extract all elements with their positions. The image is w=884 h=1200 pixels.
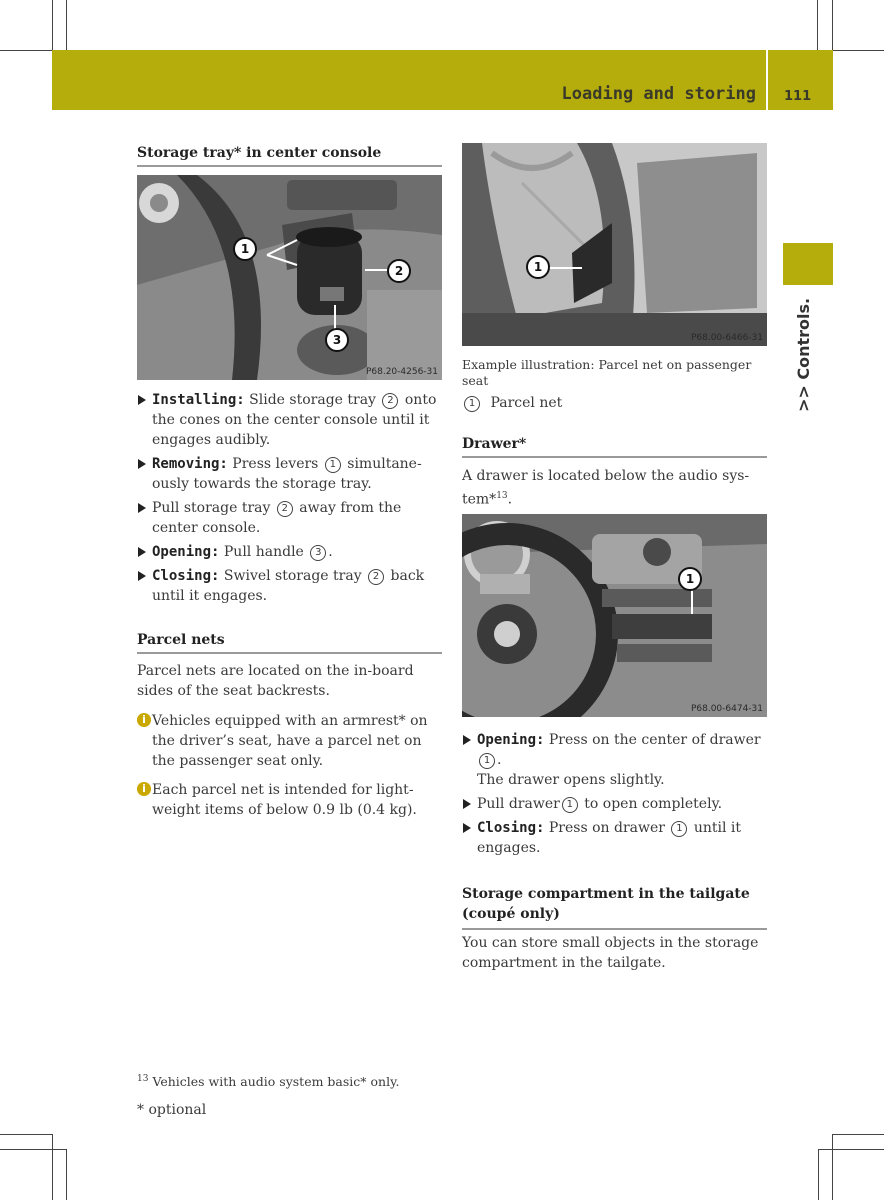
legend-item: 1 Parcel net <box>462 393 762 413</box>
storage-tray-heading: Storage tray* in center console <box>137 145 442 167</box>
crop-mark <box>818 1149 884 1150</box>
drawer-photo <box>462 514 767 717</box>
crop-mark <box>0 1149 66 1150</box>
parcel-nets-intro: Parcel nets are located on the in-board sides of the seat backrests. <box>137 663 414 699</box>
parcel-net-photo <box>462 143 767 346</box>
ref-number: 2 <box>368 569 384 585</box>
storage-tray-steps <box>137 390 445 610</box>
tailgate-heading: Storage compartment in the tailgate (coupé only) <box>462 884 767 930</box>
image-code: P68.20-4256-31 <box>365 367 438 377</box>
list-item: Opening: Press on the center of drawer 1 . The drawer opens slightly. <box>462 730 762 790</box>
ref-number: 1 <box>325 457 341 473</box>
list-item: Opening: Pull handle 3 . <box>137 542 445 562</box>
triangle-bullet-icon <box>138 503 146 513</box>
list-item: Closing: Press on drawer 1 until it engages. <box>462 818 762 858</box>
photo-callout: 1 <box>233 237 257 261</box>
list-item: Closing: Swivel storage tray 2 back until it engages. <box>137 566 445 606</box>
section-tab <box>783 243 833 285</box>
ref-number: 1 <box>479 753 495 769</box>
crop-mark <box>817 0 818 50</box>
crop-mark <box>52 0 53 50</box>
ref-number: 1 <box>671 821 687 837</box>
page-number: 111 <box>784 89 812 104</box>
drawer-intro: A drawer is located below the audio sys-tem*$^{13}$. <box>462 468 750 508</box>
crop-mark <box>0 1134 52 1135</box>
crop-mark <box>818 1149 819 1200</box>
triangle-bullet-icon <box>138 459 146 469</box>
crop-mark <box>833 50 884 51</box>
page-title: Loading and storing <box>561 84 756 104</box>
triangle-bullet-icon <box>463 823 471 833</box>
parcel-nets-heading: Parcel nets <box>137 632 442 654</box>
optional-note: * optional <box>137 1102 207 1118</box>
tailgate-text: You can store small objects in the storage compartment in the tailgate. <box>462 935 759 971</box>
ref-number: 1 <box>562 797 578 813</box>
photo-callout: 1 <box>678 567 702 591</box>
section-label: >> Controls. <box>794 297 813 412</box>
ref-number: 1 <box>464 396 480 412</box>
photo-callout: 3 <box>325 328 349 352</box>
info-note: i Each parcel net is intended for light-weight items of below 0.9 lb (0.4 kg). <box>152 780 444 820</box>
crop-mark <box>0 50 52 51</box>
triangle-bullet-icon <box>138 547 146 557</box>
ref-number: 2 <box>382 393 398 409</box>
info-icon: i <box>137 713 151 727</box>
triangle-bullet-icon <box>463 799 471 809</box>
triangle-bullet-icon <box>463 735 471 745</box>
list-item: Removing: Press levers 1 simultaneously towards the storage tray. <box>137 454 445 494</box>
crop-mark <box>66 1149 67 1200</box>
crop-mark <box>66 0 67 50</box>
storage-tray-photo <box>137 175 442 380</box>
crop-mark <box>832 0 833 50</box>
info-note: i Vehicles equipped with an armrest* on the driver’s seat, have a parcel net on the passenger seat only. <box>152 711 444 771</box>
header-separator <box>766 50 768 110</box>
crop-mark <box>832 1134 833 1200</box>
list-item: Pull storage tray 2 away from the center console. <box>137 498 445 538</box>
crop-mark <box>52 1134 53 1200</box>
ref-number: 2 <box>277 501 293 517</box>
drawer-heading: Drawer* <box>462 436 767 458</box>
image-code: P68.00-6466-31 <box>690 333 763 343</box>
crop-mark <box>832 1134 884 1135</box>
ref-number: 3 <box>310 545 326 561</box>
footnote: $^{13}$ Vehicles with audio system basic* only. <box>137 1074 400 1090</box>
info-icon: i <box>137 782 151 796</box>
list-item: Installing: Slide storage tray 2 onto the cones on the center console until it engages audibly. <box>137 390 445 450</box>
image-code: P68.00-6474-31 <box>690 704 763 714</box>
photo-callout: 2 <box>387 259 411 283</box>
image-caption: Example illustration: Parcel net on passenger seat <box>462 357 752 388</box>
triangle-bullet-icon <box>138 395 146 405</box>
photo-callout: 1 <box>526 255 550 279</box>
list-item: Pull drawer 1 to open completely. <box>462 794 762 814</box>
drawer-steps <box>462 730 762 862</box>
triangle-bullet-icon <box>138 571 146 581</box>
